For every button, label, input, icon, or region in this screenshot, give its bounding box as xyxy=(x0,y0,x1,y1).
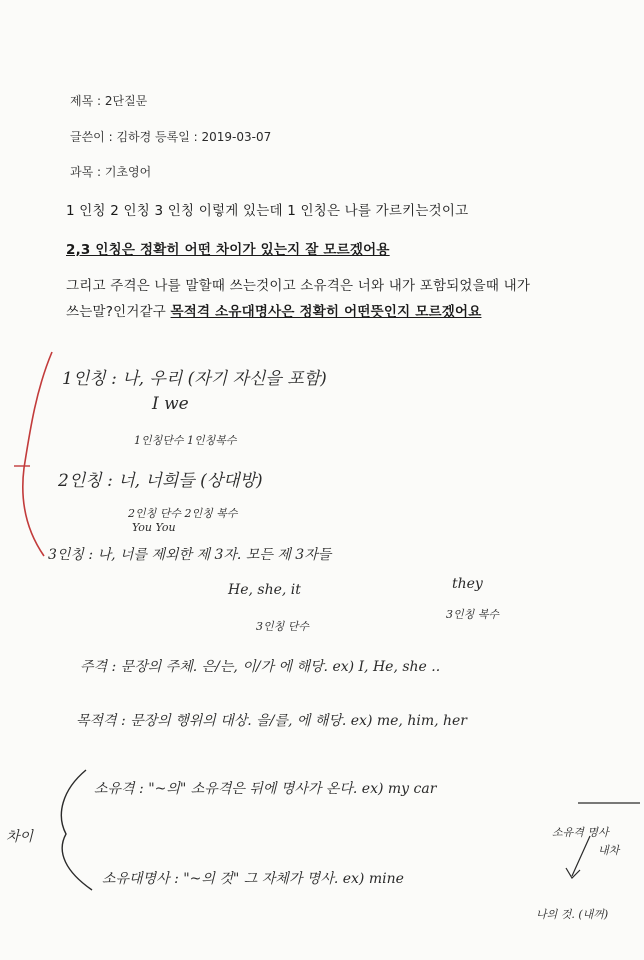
note-subjective: 주격 : 문장의 주체. 은/는, 이/가 에 해당. ex) I, He, she .. xyxy=(80,659,441,675)
difference-brace xyxy=(61,770,92,890)
red-bracket xyxy=(23,352,52,556)
question-line-3: 그리고 주격은 나를 말할때 쓰는것이고 소유격은 너와 내가 포함되었을때 내가 xyxy=(66,278,531,294)
note-third-person-sub: 3인칭 단수 xyxy=(256,620,309,633)
note-second-person-sub: 2인칭 단수 2인칭 복수 xyxy=(128,507,238,520)
note-third-person-eng: He, she, it xyxy=(228,582,301,598)
note-first-person-eng: I we xyxy=(152,394,189,414)
post-title: 제목 : 2단질문 xyxy=(70,94,148,108)
question-line-4-plain: 쓰는말?인거같구 xyxy=(66,304,171,320)
note-second-person: 2인칭 : 너, 너희들 (상대방) xyxy=(58,471,263,491)
note-first-person-sub: 1인칭단수 1인칭복수 xyxy=(134,434,237,447)
note-third-person-sub-plural: 3인칭 복수 xyxy=(446,608,499,621)
note-possessive-note-2: 내차 xyxy=(598,844,620,857)
note-third-person: 3인칭 : 나, 너를 제외한 제 3자. 모든 제 3자들 xyxy=(48,547,332,563)
note-possessive-pronoun: 소유대명사 : "~의 것" 그 자체가 명사. ex) mine xyxy=(102,871,404,887)
note-possessive-pronoun-note: 나의 것. (내꺼) xyxy=(536,908,609,921)
note-objective: 목적격 : 문장의 행위의 대상. 을/를, 에 해당. ex) me, him, her xyxy=(76,713,467,729)
arrow-to-mine xyxy=(572,836,590,876)
note-second-person-eng: You You xyxy=(132,521,176,534)
question-line-2: 2,3 인칭은 정확히 어떤 차이가 있는지 잘 모르겠어용 xyxy=(66,242,390,258)
note-third-person-eng-plural: they xyxy=(452,576,483,592)
note-possessive-note: 소유격 명사 xyxy=(552,826,609,839)
note-difference: 차이 xyxy=(6,829,34,845)
note-possessive: 소유격 : "~의" 소유격은 뒤에 명사가 온다. ex) my car xyxy=(94,781,437,797)
question-line-4-bold: 목적격 소유대명사은 정확히 어떤뜻인지 모르겠어요 xyxy=(170,304,482,320)
note-first-person: 1인칭 : 나, 우리 (자기 자신을 포함) xyxy=(62,369,327,389)
post-author-date: 글쓴이 : 김하경 등록일 : 2019-03-07 xyxy=(70,130,272,144)
post-subject: 과목 : 기초영어 xyxy=(70,165,152,179)
question-line-1: 1 인칭 2 인칭 3 인칭 이렇게 있는데 1 인칭은 나를 가르키는것이고 xyxy=(66,203,469,219)
